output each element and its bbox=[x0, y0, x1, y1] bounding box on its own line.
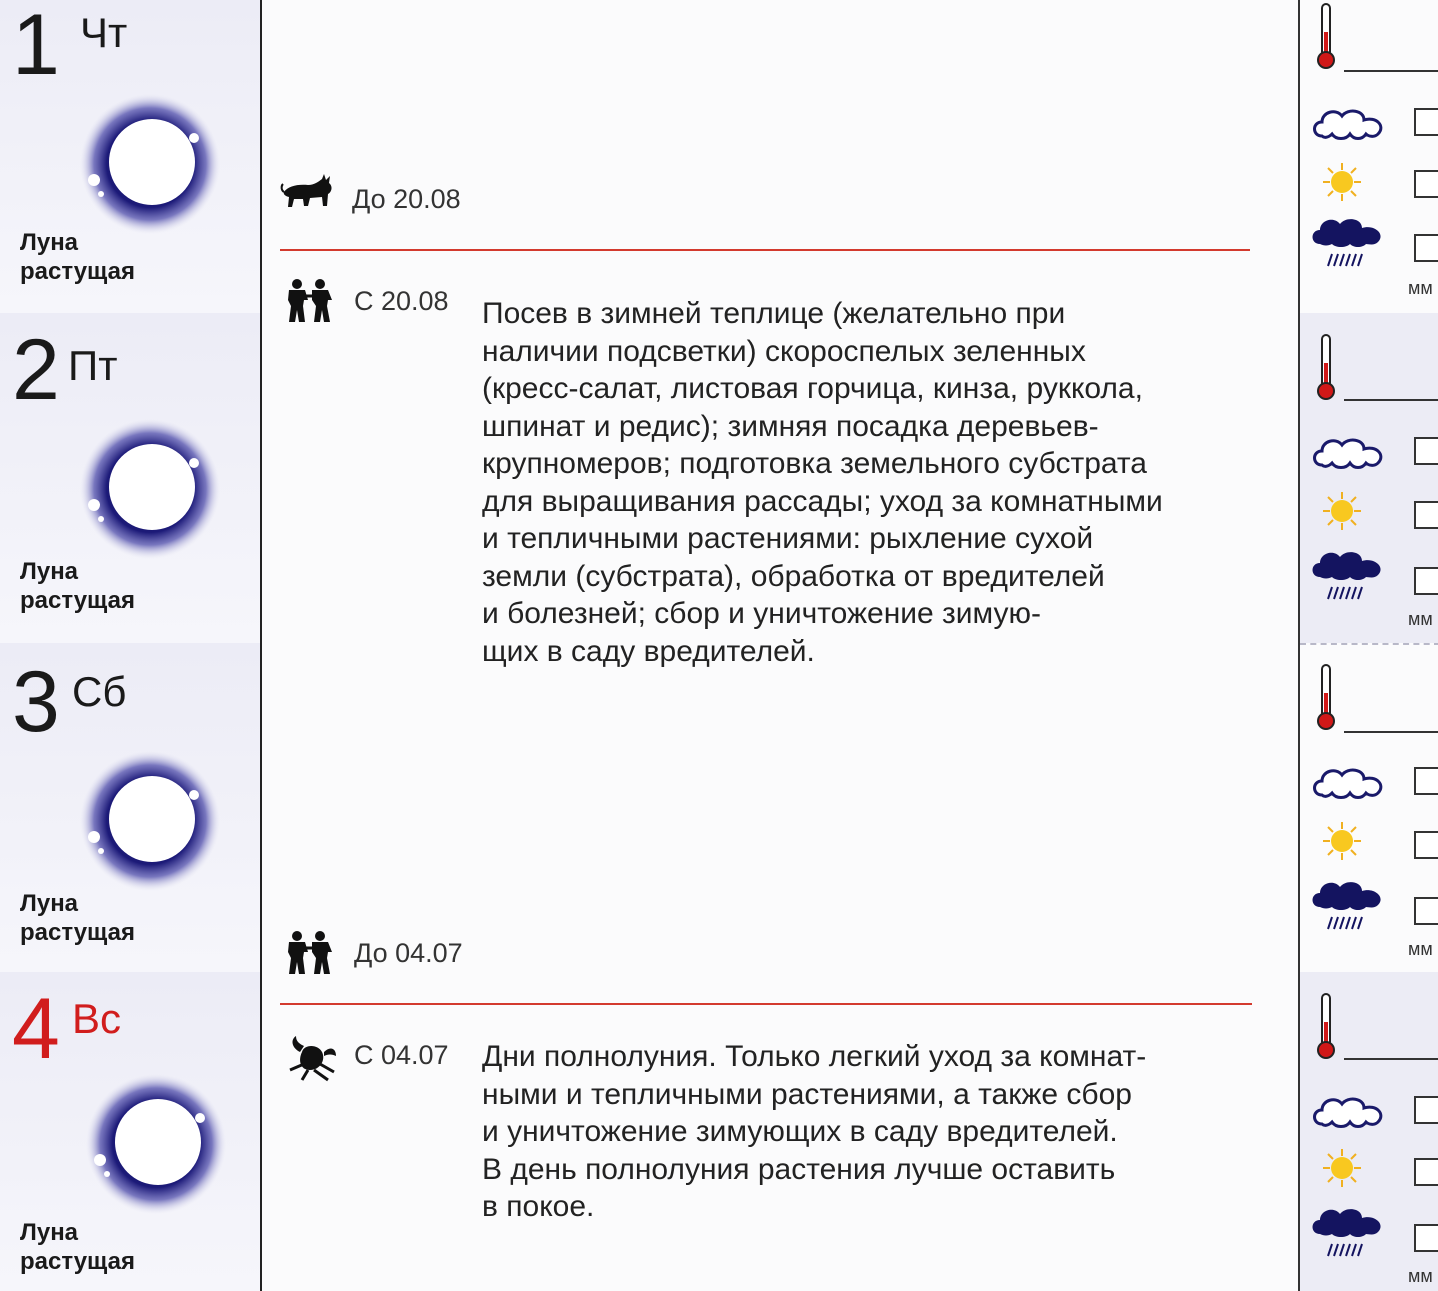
temperature-line bbox=[1344, 1058, 1438, 1060]
cloudy-checkbox[interactable] bbox=[1414, 1096, 1438, 1124]
gemini-icon bbox=[282, 278, 338, 326]
day-2 bbox=[0, 313, 260, 645]
day-weekday: Вс bbox=[72, 995, 122, 1042]
sun-icon bbox=[1322, 162, 1362, 202]
moon-phase-label: Луна растущая bbox=[20, 558, 135, 614]
day-number: 3 bbox=[12, 654, 60, 750]
weather-notes-column bbox=[1298, 0, 1438, 1291]
rain-checkbox[interactable] bbox=[1414, 897, 1438, 925]
weather-block bbox=[1300, 313, 1438, 643]
thermometer-icon bbox=[1314, 333, 1338, 401]
moon-phase-icon bbox=[84, 1072, 228, 1216]
sun-icon bbox=[1322, 1148, 1362, 1188]
sign-period-label: С 20.08 bbox=[354, 286, 449, 316]
precipitation-unit: мм bbox=[1408, 609, 1433, 629]
moon-phase-icon bbox=[78, 749, 222, 893]
sign-period-label: До 20.08 bbox=[352, 184, 461, 214]
day-number: 4 bbox=[12, 981, 60, 1077]
gemini-icon bbox=[282, 930, 338, 978]
days-column bbox=[0, 0, 262, 1291]
cloudy-checkbox[interactable] bbox=[1414, 767, 1438, 795]
section-divider bbox=[280, 249, 1250, 251]
sun-icon bbox=[1322, 491, 1362, 531]
moon-phase-icon bbox=[78, 417, 222, 561]
cloud-icon bbox=[1310, 433, 1390, 473]
sun-icon bbox=[1322, 821, 1362, 861]
day-weekday: Чт bbox=[80, 9, 128, 56]
moon-phase-icon bbox=[78, 92, 222, 236]
sunny-checkbox[interactable] bbox=[1414, 501, 1438, 529]
precipitation-unit: мм bbox=[1408, 278, 1433, 298]
day-3 bbox=[0, 643, 260, 974]
moon-phase-label: Луна растущая bbox=[20, 1219, 135, 1275]
cloudy-checkbox[interactable] bbox=[1414, 108, 1438, 136]
cloudy-checkbox[interactable] bbox=[1414, 437, 1438, 465]
day-number: 1 bbox=[12, 0, 60, 93]
temperature-line bbox=[1344, 731, 1438, 733]
temperature-line bbox=[1344, 399, 1438, 401]
precipitation-unit: мм bbox=[1408, 939, 1433, 959]
weather-block bbox=[1300, 0, 1438, 330]
weather-block bbox=[1300, 643, 1438, 975]
thermometer-icon bbox=[1314, 2, 1338, 70]
cloud-icon bbox=[1310, 763, 1390, 803]
day-weekday: Сб bbox=[72, 668, 127, 715]
moon-phase-label: Луна растущая bbox=[20, 229, 135, 285]
thermometer-icon bbox=[1314, 663, 1338, 731]
horoscope-content bbox=[262, 0, 1298, 1291]
taurus-icon bbox=[280, 172, 336, 220]
temperature-line bbox=[1344, 70, 1438, 72]
recommendation-text: Посев в зимней теплице (желательно при наличии подсветки) скороспелых зеленных (кресс-салат, листовая горчица, кинза, руккола, шпинат и редис); зимняя посадка деревьев- крупномеров; подготовка земельного субстрата для выращивания рассады; уход за комнатными и тепличными растениями: рыхление сухой земли (субстрата), обработка от вредителей и болезней; сбор и уничтожение зимую- щих в саду вредителей. bbox=[482, 297, 1163, 668]
sign-period-label: С 04.07 bbox=[354, 1040, 449, 1070]
sunny-checkbox[interactable] bbox=[1414, 831, 1438, 859]
rain-checkbox[interactable] bbox=[1414, 567, 1438, 595]
cloud-icon bbox=[1310, 1092, 1390, 1132]
rain-cloud-icon bbox=[1310, 1204, 1390, 1260]
sign-period-label: До 04.07 bbox=[354, 938, 463, 968]
rain-cloud-icon bbox=[1310, 877, 1390, 933]
rain-cloud-icon bbox=[1310, 547, 1390, 603]
rain-cloud-icon bbox=[1310, 214, 1390, 270]
moon-phase-label: Луна растущая bbox=[20, 890, 135, 946]
day-weekday: Пт bbox=[68, 342, 118, 389]
rain-checkbox[interactable] bbox=[1414, 1224, 1438, 1252]
cancer-icon bbox=[284, 1034, 340, 1082]
section-divider bbox=[280, 1003, 1252, 1005]
sunny-checkbox[interactable] bbox=[1414, 1158, 1438, 1186]
recommendation-text: Дни полнолуния. Только легкий уход за комнат- ными и тепличными растениями, а также сбор и уничтожение зимующих в саду вредителей. В день полнолуния растения лучше оставить в покое. bbox=[482, 1040, 1147, 1223]
thermometer-icon bbox=[1314, 992, 1338, 1060]
precipitation-unit: мм bbox=[1408, 1266, 1433, 1286]
sunny-checkbox[interactable] bbox=[1414, 170, 1438, 198]
day-number: 2 bbox=[12, 322, 60, 418]
weather-block bbox=[1300, 972, 1438, 1291]
day-4 bbox=[0, 972, 260, 1291]
rain-checkbox[interactable] bbox=[1414, 234, 1438, 262]
cloud-icon bbox=[1310, 104, 1390, 144]
day-1 bbox=[0, 0, 260, 315]
